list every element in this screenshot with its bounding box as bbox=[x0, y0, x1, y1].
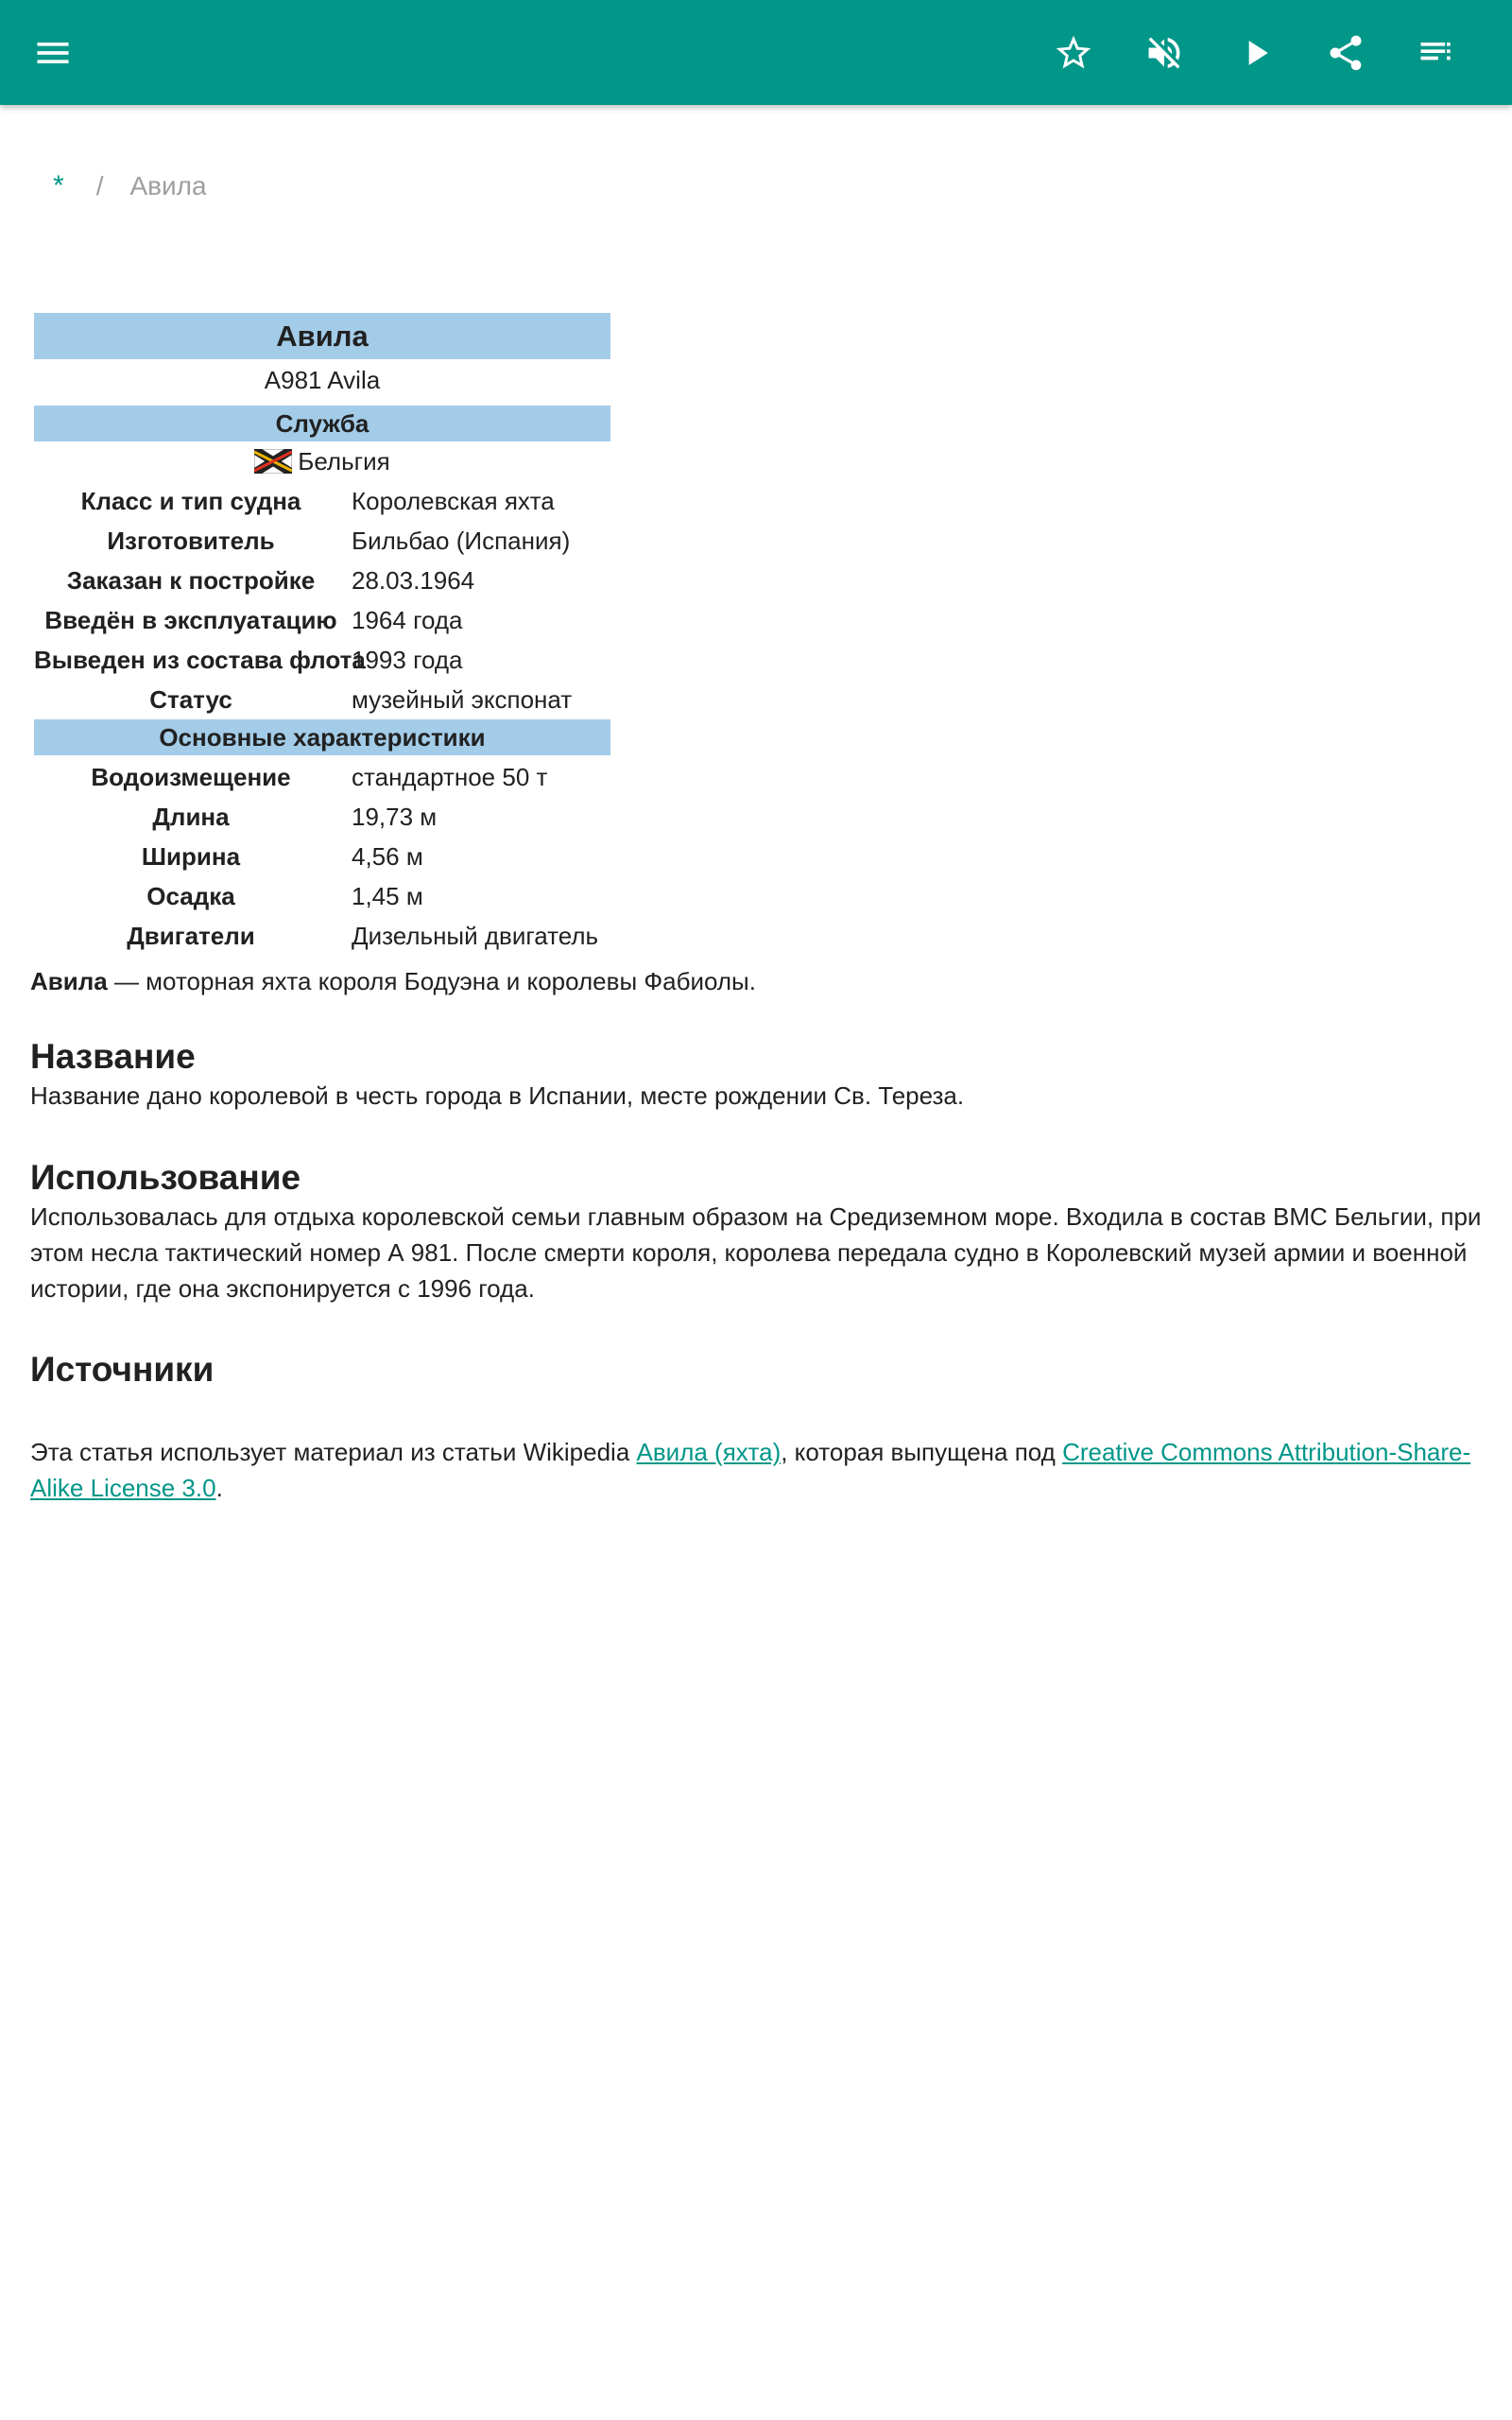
star-outline-icon bbox=[1053, 32, 1094, 74]
infobox-info-value: Королевская яхта bbox=[352, 486, 555, 515]
infobox-info-label: Класс и тип судна bbox=[80, 486, 301, 515]
favorite-button[interactable] bbox=[1028, 0, 1119, 105]
infobox-info-label: Изготовитель bbox=[107, 526, 275, 555]
article-source-link[interactable]: Авила (яхта) bbox=[636, 1438, 782, 1466]
article-intro bbox=[30, 963, 1486, 999]
infobox-info-row bbox=[34, 680, 610, 719]
menu-icon bbox=[32, 32, 74, 74]
infobox-spec-value: 1,45 м bbox=[352, 881, 423, 910]
infobox-info-label: Введён в эксплуатацию bbox=[44, 605, 337, 634]
paragraph-usage: Использовалась для отдыха королевской семьи главным образом на Средиземном море. Входила в состав ВМС Бельгии, при этом несла тактический номер А 981. После смерти короля, королева передала судно в Королевский музей армии и военной истории, где она экспонируется с 1996 года. bbox=[30, 1202, 1482, 1303]
section-sources bbox=[30, 1349, 1486, 1391]
playlist-icon bbox=[1416, 32, 1457, 74]
heading-name: Название bbox=[30, 1037, 196, 1076]
heading-sources: Источники bbox=[30, 1350, 215, 1389]
infobox-spec-value: стандартное 50 т bbox=[352, 762, 548, 791]
infobox-spec-label: Осадка bbox=[146, 881, 235, 910]
share-button[interactable] bbox=[1300, 0, 1391, 105]
section-name bbox=[30, 1036, 1486, 1114]
infobox-subtitle: A981 Avila bbox=[264, 366, 381, 394]
intro-bold-title: Авила bbox=[30, 967, 108, 995]
infobox-info-value: 1964 года bbox=[352, 605, 463, 634]
infobox-info-value: Бильбао (Испания) bbox=[352, 526, 571, 555]
heading-usage: Использование bbox=[30, 1158, 301, 1197]
breadcrumb-home-link[interactable]: * bbox=[53, 170, 64, 201]
sources-middle: , которая выпущена под bbox=[781, 1438, 1063, 1466]
infobox-spec-label: Длина bbox=[152, 802, 230, 831]
infobox-info-value: музейный экспонат bbox=[352, 684, 573, 714]
naval-ensign-flag-icon bbox=[254, 449, 292, 474]
infobox-info-value: 28.03.1964 bbox=[352, 565, 475, 595]
infobox-country-name: Бельгия bbox=[298, 446, 390, 475]
paragraph-name: Название дано королевой в честь города в Испании, месте рождении Св. Тереза. bbox=[30, 1081, 965, 1110]
menu-button[interactable] bbox=[8, 0, 98, 105]
breadcrumb-current: Авила bbox=[129, 171, 207, 200]
infobox-service-header: Служба bbox=[34, 406, 610, 441]
license-link[interactable]: Creative Commons Attribution-Share-Alike License 3.0 bbox=[30, 1438, 1471, 1502]
volume-off-icon bbox=[1143, 32, 1185, 74]
contents-button[interactable] bbox=[1391, 0, 1482, 105]
infobox-specs bbox=[34, 755, 610, 956]
section-usage bbox=[30, 1157, 1486, 1306]
infobox-spec-row bbox=[34, 797, 610, 837]
infobox-spec-value: 19,73 м bbox=[352, 802, 438, 831]
infobox-rows bbox=[34, 481, 610, 719]
play-icon bbox=[1235, 32, 1277, 74]
infobox-info-row bbox=[34, 600, 610, 640]
breadcrumb-separator: / bbox=[95, 171, 104, 200]
share-icon bbox=[1325, 32, 1366, 74]
infobox-info-label: Заказан к постройке bbox=[66, 565, 316, 595]
infobox-spec-label: Водоизмещение bbox=[91, 762, 291, 791]
infobox-info-row bbox=[34, 481, 610, 521]
sources-prefix: Эта статья использует материал из статьи Wikipedia bbox=[30, 1438, 637, 1466]
mute-button[interactable] bbox=[1119, 0, 1210, 105]
infobox-spec-row bbox=[34, 916, 610, 956]
infobox-spec-value: 4,56 м bbox=[352, 841, 423, 871]
sources-suffix: . bbox=[215, 1474, 223, 1502]
infobox-title: Авила bbox=[34, 313, 610, 359]
infobox-specs-header: Основные характеристики bbox=[34, 719, 610, 755]
app-bar bbox=[0, 0, 1512, 105]
infobox-info-label: Статус bbox=[149, 684, 232, 714]
infobox-info-label: Выведен из состава флота bbox=[34, 645, 366, 674]
breadcrumb bbox=[53, 170, 207, 202]
infobox-info-row bbox=[34, 561, 610, 600]
infobox-spec-label: Двигатели bbox=[127, 921, 255, 950]
infobox-spec-row bbox=[34, 757, 610, 797]
infobox bbox=[34, 313, 610, 956]
infobox-spec-row bbox=[34, 837, 610, 876]
infobox-info-row bbox=[34, 521, 610, 561]
play-button[interactable] bbox=[1211, 0, 1301, 105]
infobox-spec-row bbox=[34, 876, 610, 916]
infobox-spec-label: Ширина bbox=[141, 841, 241, 871]
infobox-info-value: 1993 года bbox=[352, 645, 463, 674]
infobox-info-row bbox=[34, 640, 610, 680]
infobox-country bbox=[34, 441, 610, 481]
sources-paragraph bbox=[30, 1434, 1486, 1506]
infobox-spec-value: Дизельный двигатель bbox=[352, 921, 599, 950]
intro-text: — моторная яхта короля Бодуэна и королевы Фабиолы. bbox=[107, 967, 756, 995]
